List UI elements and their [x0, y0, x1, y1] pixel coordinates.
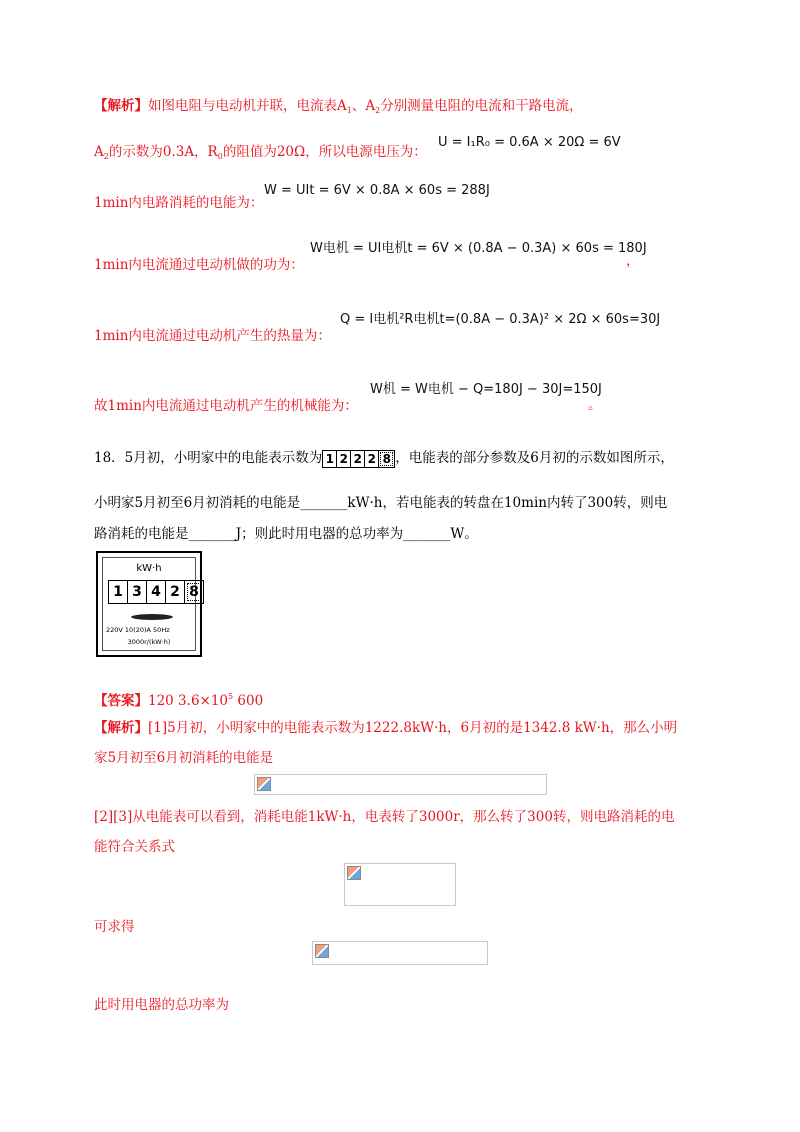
meter-spec: 220V 10(20)A 50Hz — [106, 626, 170, 634]
question18-line2: 小明家5月初至6月初消耗的电能是_______kW·h，若电能表的转盘在10min内转了300转，则电 — [94, 495, 668, 511]
question18-line3: 路消耗的电能是_______J；则此时用电器的总功率为_______W。 — [94, 526, 478, 542]
formula-voltage: U = I₁R₀ = 0.6A × 20Ω = 6V — [438, 135, 621, 150]
formula-heat: Q = I电机²R电机t=(0.8A − 0.3A)² × 2Ω × 60s=30J — [340, 312, 661, 327]
analysis1-line3: 1min内电路消耗的电能为： — [94, 195, 264, 211]
analysis2-line6: 此时用电器的总功率为 — [94, 997, 229, 1013]
broken-image-icon — [257, 777, 271, 791]
meter-spec2: 3000r/(kW·h) — [127, 638, 171, 646]
broken-image-formula-1 — [254, 774, 547, 795]
meter-panel — [102, 557, 199, 651]
energy-meter-figure — [96, 551, 202, 657]
analysis1-line6: 故1min内电流通过电动机产生的机械能为： — [94, 398, 358, 414]
answer-line: 【答案】120 $3.6\times 10^5$ 600 — [94, 692, 264, 709]
analysis2-tag: 【解析】 — [94, 720, 148, 736]
formula-energy: W = UIt = 6V × 0.8A × 60s = 288J — [264, 183, 490, 198]
answer-tag: 【答案】 — [94, 693, 148, 709]
analysis2-line1: 【解析】[1]5月初，小明家中的电能表示数为1222.8kW·h，6月初的是1342.8 kW·h，那么小明 — [94, 720, 678, 736]
meter-unit: kW·h — [136, 563, 162, 574]
broken-image-formula-3 — [312, 941, 488, 965]
broken-image-icon — [315, 944, 329, 958]
analysis1-line4: 1min内电流通过电动机做的功为： — [94, 257, 304, 273]
analysis1-line2: $A_2$的示数为0.3A，$R_0$的阻值为20Ω，所以电源电压为： — [94, 144, 427, 161]
formula-motor-work: W电机 = UI电机t = 6V × (0.8A − 0.3A) × 60s = 180J — [310, 241, 647, 256]
analysis1-line1: 【解析】如图电阻与电动机并联，电流表$A_1$、$A_2$分别测量电阻的电流和干路电流， — [94, 98, 583, 115]
analysis2-line4: 能符合关系式 — [94, 839, 175, 855]
analysis1-line5: 1min内电流通过电动机产生的热量为： — [94, 328, 331, 344]
formula-mechanical-tail: 。 — [588, 397, 602, 413]
meter-disk-icon — [131, 614, 173, 620]
question18-line1: 18．5月初，小明家中的电能表示数为 1 2 2 2 8 ，电能表的部分参数及6月初的示数如图所示， — [94, 450, 674, 466]
formula-motor-work-tail: ， — [626, 253, 640, 269]
broken-image-formula-2 — [344, 863, 456, 906]
analysis-tag: 【解析】 — [94, 98, 148, 114]
may-meter-digits: 1 2 2 2 8 — [322, 450, 395, 468]
broken-image-icon — [347, 866, 361, 880]
analysis2-line3: [2][3]从电能表可以看到，消耗电能1kW·h，电表转了3000r，那么转了300转，则电路消耗的电 — [94, 809, 675, 825]
formula-mechanical: W机 = W电机 − Q=180J − 30J=150J — [370, 382, 602, 397]
meter-digits: 1 3 4 2 8 — [108, 580, 204, 604]
analysis2-line2: 家5月初至6月初消耗的电能是 — [94, 750, 274, 766]
analysis2-line5: 可求得 — [94, 919, 135, 935]
